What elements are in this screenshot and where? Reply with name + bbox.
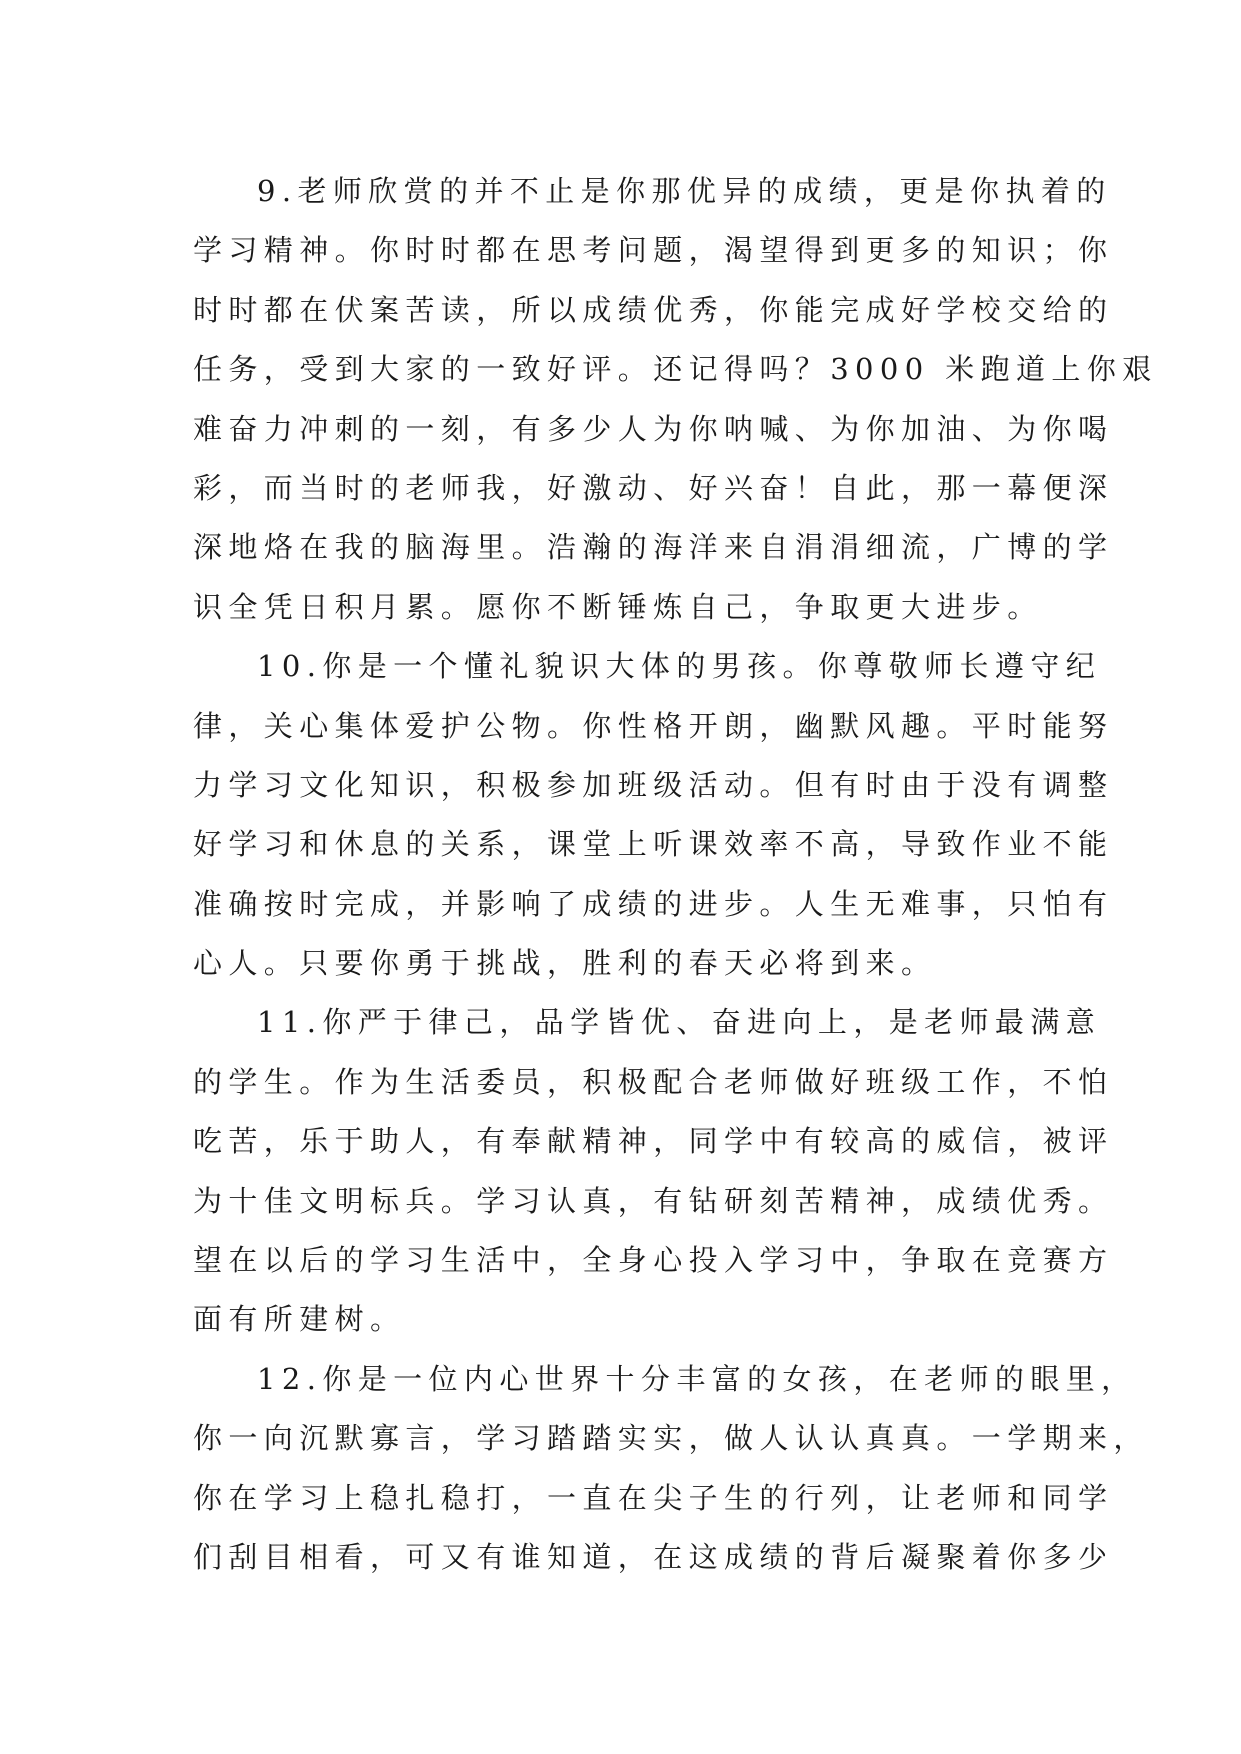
text-line: 10.你是一个懂礼貌识大体的男孩。你尊敬师长遵守纪 <box>257 649 1102 684</box>
text-line: 面有所建树。 <box>193 1302 406 1337</box>
text-line: 时时都在伏案苦读，所以成绩优秀，你能完成好学校交给的 <box>193 292 1114 327</box>
text-line: 心人。只要你勇于挑战，胜利的春天必将到来。 <box>193 946 937 981</box>
text-line: 11.你严于律己，品学皆优、奋进向上，是老师最满意 <box>257 1005 1102 1040</box>
text-line: 12.你是一位内心世界十分丰富的女孩，在老师的眼里， <box>257 1361 1137 1396</box>
paragraph-12 <box>193 1350 1149 1588</box>
text-line: 识全凭日积月累。愿你不断锤炼自己，争取更大进步。 <box>193 589 1043 624</box>
text-line: 你在学习上稳扎稳打，一直在尖子生的行列，让老师和同学 <box>193 1480 1114 1515</box>
text-line: 吃苦，乐于助人，有奉献精神，同学中有较高的威信，被评 <box>193 1124 1114 1159</box>
paragraph-9 <box>193 162 1158 637</box>
text-line: 的学生。作为生活委员，积极配合老师做好班级工作，不怕 <box>193 1064 1114 1099</box>
text-line: 律，关心集体爱护公物。你性格开朗，幽默风趣。平时能努 <box>193 708 1114 743</box>
paragraph-11 <box>193 993 1114 1349</box>
text-line: 难奋力冲刺的一刻，有多少人为你呐喊、为你加油、为你喝 <box>193 411 1114 446</box>
text-line: 们刮目相看，可又有谁知道，在这成绩的背后凝聚着你多少 <box>193 1539 1114 1574</box>
text-line: 你一向沉默寡言，学习踏踏实实，做人认认真真。一学期来， <box>193 1421 1149 1456</box>
text-line: 准确按时完成，并影响了成绩的进步。人生无难事，只怕有 <box>193 886 1114 921</box>
paragraph-10 <box>193 637 1114 993</box>
text-line: 好学习和休息的关系，课堂上听课效率不高，导致作业不能 <box>193 827 1114 862</box>
text-line: 9.老师欣赏的并不止是你那优异的成绩，更是你执着的 <box>257 174 1112 208</box>
text-line: 力学习文化知识，积极参加班级活动。但有时由于没有调整 <box>193 767 1114 802</box>
text-line: 深地烙在我的脑海里。浩瀚的海洋来自涓涓细流，广博的学 <box>193 530 1114 565</box>
text-line: 彩，而当时的老师我，好激动、好兴奋！自此，那一幕便深 <box>193 470 1114 505</box>
text-line: 学习精神。你时时都在思考问题，渴望得到更多的知识；你 <box>193 233 1114 268</box>
text-line: 望在以后的学习生活中，全身心投入学习中，争取在竞赛方 <box>193 1243 1114 1278</box>
text-line: 为十佳文明标兵。学习认真，有钻研刻苦精神，成绩优秀。 <box>193 1183 1114 1218</box>
text-line: 任务，受到大家的一致好评。还记得吗？3000 米跑道上你艰 <box>193 352 1158 387</box>
document-body <box>193 162 1158 1587</box>
